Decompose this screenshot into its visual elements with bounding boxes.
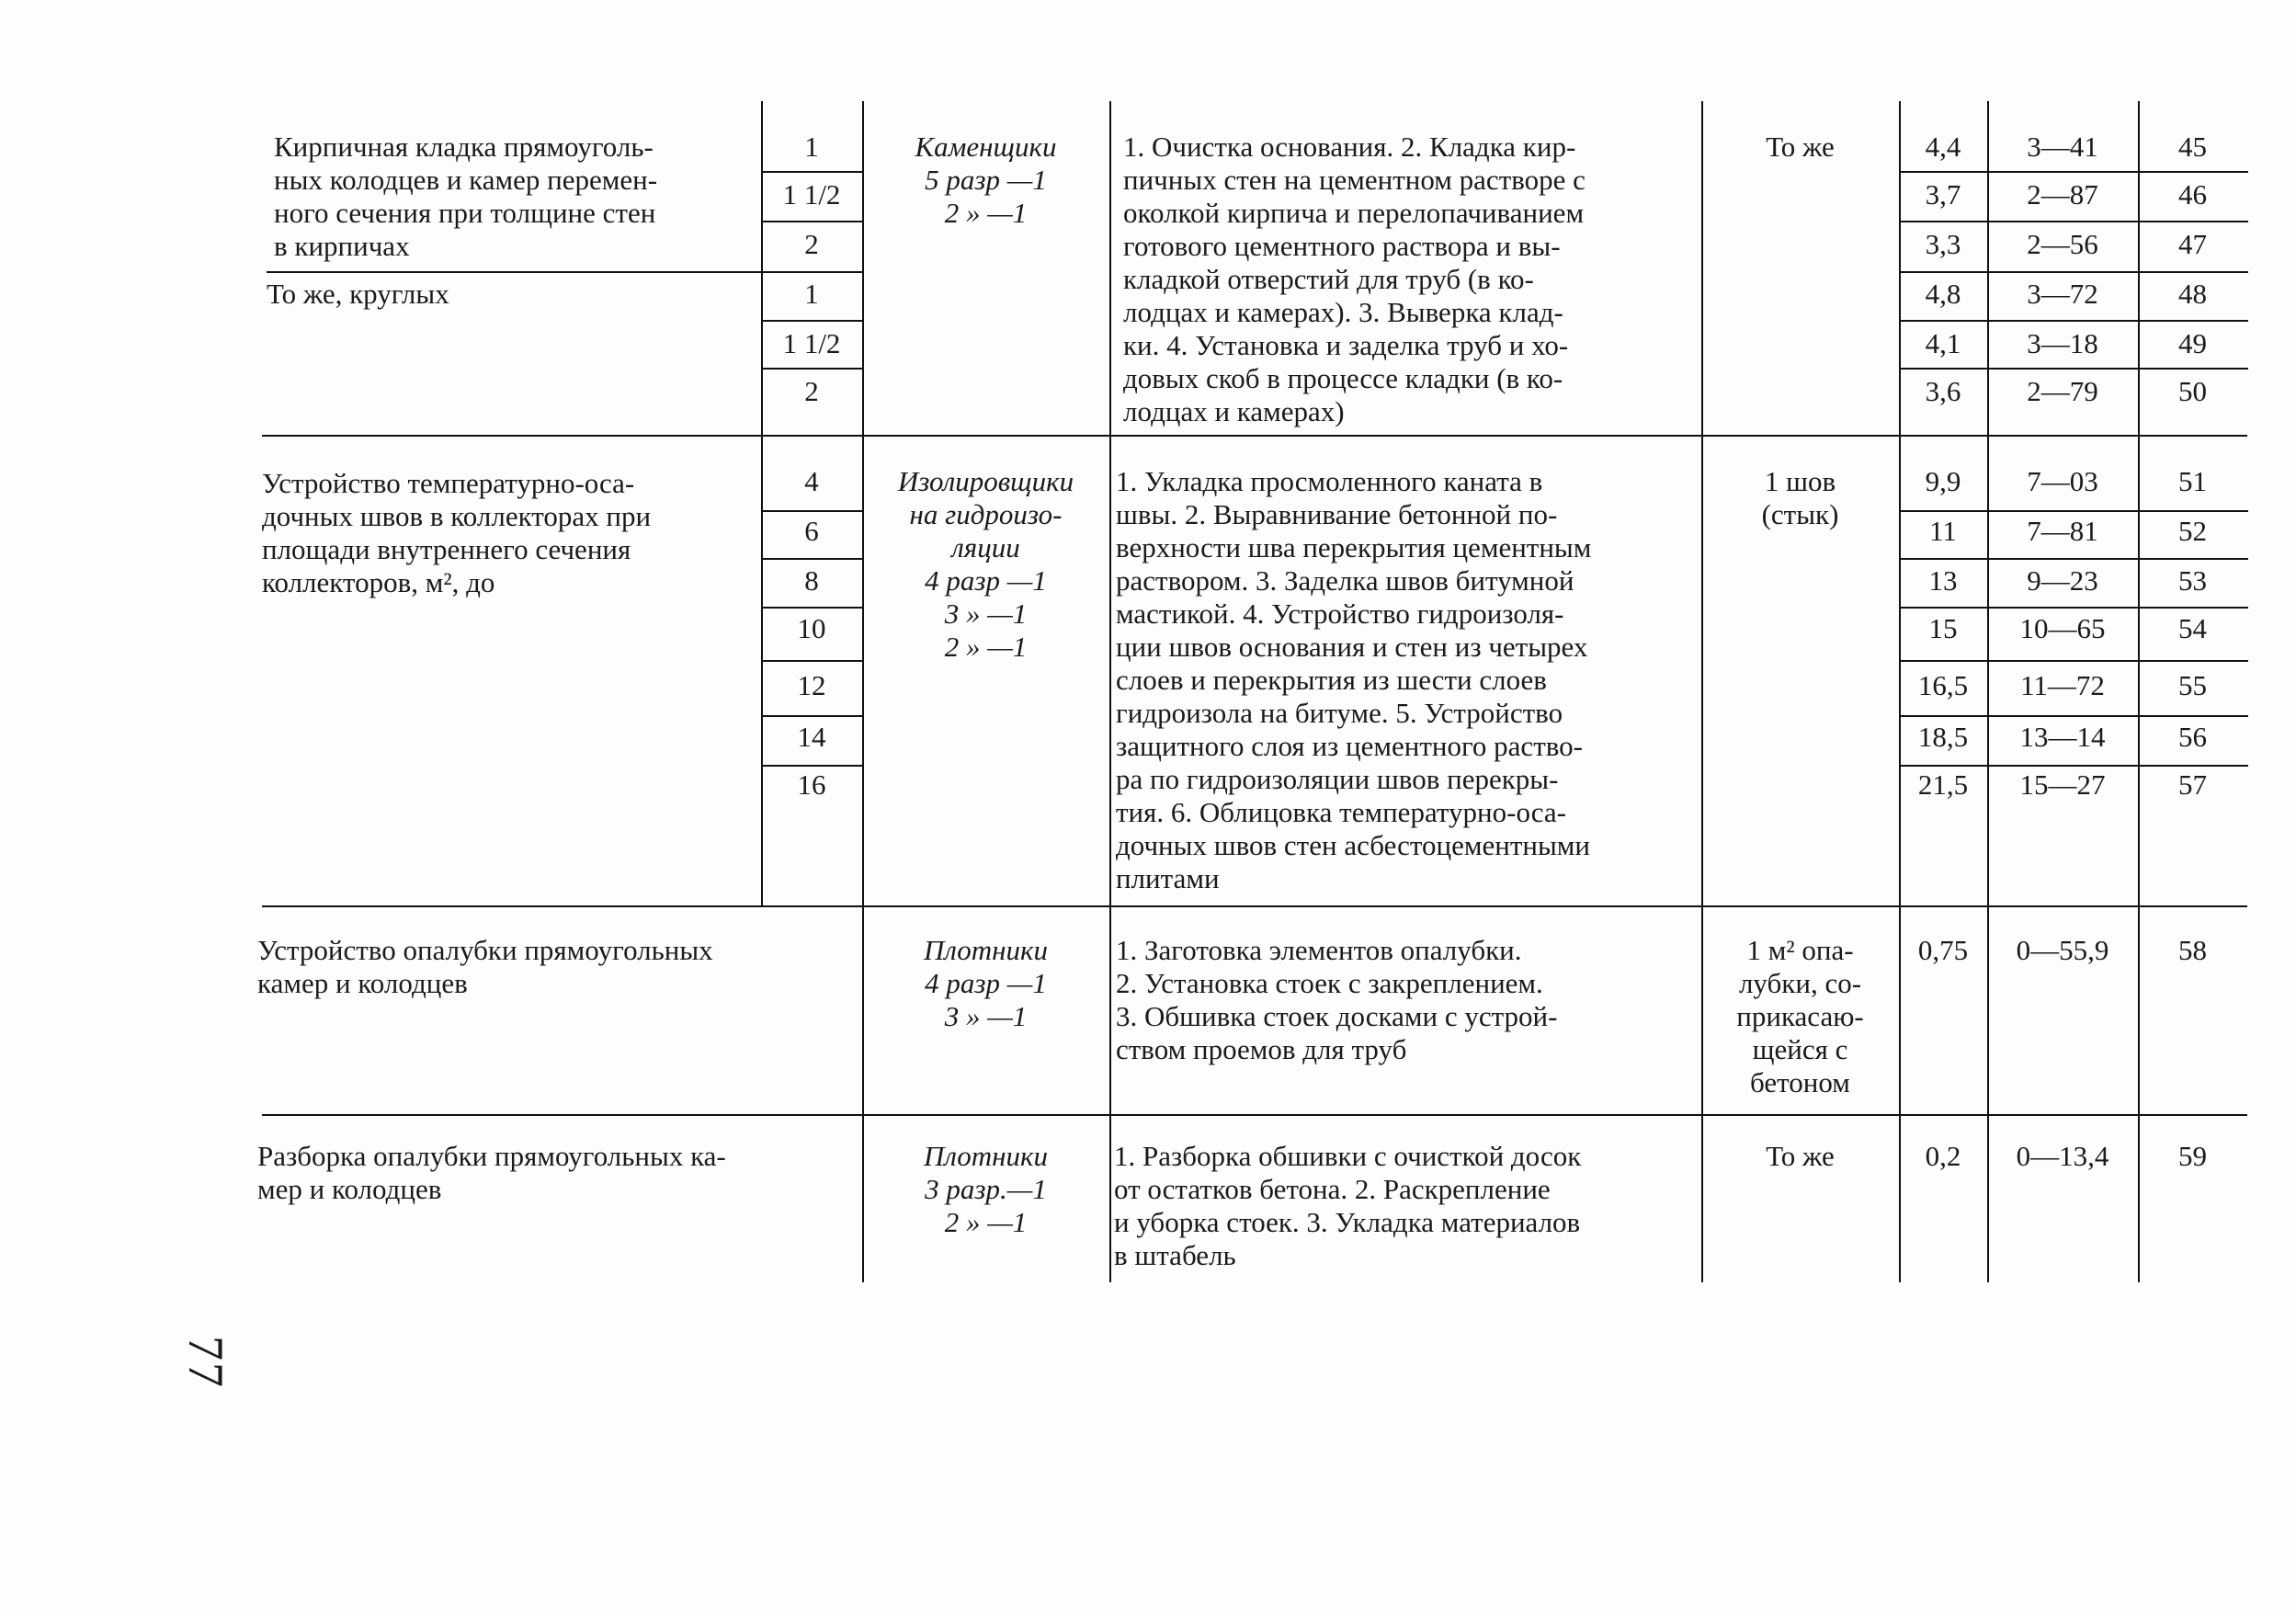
param-line xyxy=(761,607,862,609)
param-line xyxy=(761,171,862,173)
col-line-content-right xyxy=(1701,101,1703,1282)
param-line xyxy=(761,271,862,273)
row1-work xyxy=(274,131,752,263)
text-line: ра по гидроизоляции швов перекры- xyxy=(1116,763,1559,795)
row4-unit: То же xyxy=(1766,1140,1835,1172)
text-line: ляции xyxy=(951,531,1020,563)
norm-line xyxy=(1899,271,2248,273)
text-line: 1. Укладка просмоленного каната в xyxy=(1116,465,1543,497)
param-cell: 1 xyxy=(804,278,819,310)
row1-unit: То же xyxy=(1766,131,1835,163)
text-line: дочных швов стен асбестоцементными xyxy=(1116,829,1590,861)
rate-cell: 10—65 xyxy=(2019,612,2106,644)
text-line: 1. Заготовка элементов опалубки. xyxy=(1116,934,1522,966)
text-line: ством проемов для труб xyxy=(1116,1033,1407,1065)
norm-cell: 3,6 xyxy=(1925,375,1961,407)
text-line: швы. 2. Выравнивание бетонной по- xyxy=(1116,498,1558,530)
norm-cell: 0,2 xyxy=(1925,1140,1961,1172)
text-line: Изолировщики xyxy=(897,465,1074,497)
number-cell: 50 xyxy=(2178,375,2207,407)
norm-cell: 3,7 xyxy=(1925,178,1961,211)
text-line: камер и колодцев xyxy=(257,967,468,999)
row-separator-1 xyxy=(262,435,2247,437)
norm-cell: 4,1 xyxy=(1925,327,1961,359)
text-line: 1. Очистка основания. 2. Кладка кир- xyxy=(1123,131,1576,163)
rate-cell: 3—72 xyxy=(2027,278,2098,310)
text-line: 2. Установка стоек с закреплением. xyxy=(1116,967,1543,999)
norm-line xyxy=(1899,715,2248,717)
row1-work-round: То же, круглых xyxy=(267,278,449,310)
text-line: мастикой. 4. Устройство гидроизоля- xyxy=(1116,597,1564,630)
page-number: 77 xyxy=(178,1336,233,1389)
row1-content xyxy=(1123,131,1698,428)
param-line xyxy=(761,765,862,767)
text-line: ного сечения при толщине стен xyxy=(274,197,656,229)
text-line: 4 разр —1 xyxy=(925,967,1047,999)
text-line: 3 разр.—1 xyxy=(925,1173,1047,1205)
text-line: Разборка опалубки прямоугольных ка- xyxy=(257,1140,726,1172)
param-line xyxy=(761,221,862,222)
rate-cell: 7—03 xyxy=(2027,465,2098,497)
param-cell: 10 xyxy=(797,612,826,644)
param-cell: 14 xyxy=(797,721,826,753)
text-line: 2 » —1 xyxy=(944,1206,1028,1238)
norm-cell: 16,5 xyxy=(1917,669,1969,701)
text-line: гидроизола на битуме. 5. Устройство xyxy=(1116,697,1563,729)
norm-line xyxy=(1899,171,2248,173)
param-cell: 2 xyxy=(804,375,819,407)
row-separator-2 xyxy=(262,905,2247,907)
number-cell: 52 xyxy=(2178,515,2207,547)
text-line: 1. Разборка обшивки с очисткой досок xyxy=(1114,1140,1582,1172)
param-cell: 1 xyxy=(804,131,819,163)
param-line xyxy=(761,660,862,662)
norm-line xyxy=(1899,607,2248,609)
number-cell: 53 xyxy=(2178,564,2207,597)
text-line: Плотники xyxy=(923,1140,1049,1172)
row4-content xyxy=(1114,1140,1702,1272)
text-line: (стык) xyxy=(1761,498,1839,530)
text-line: на гидроизо- xyxy=(909,498,1063,530)
row2-work xyxy=(262,467,754,599)
text-line: Каменщики xyxy=(915,131,1057,163)
rate-cell: 15—27 xyxy=(2019,768,2106,801)
text-line: ных колодцев и камер перемен- xyxy=(274,164,658,196)
text-line: кладкой отверстий для труб (в ко- xyxy=(1123,263,1534,295)
text-line: 2 » —1 xyxy=(944,197,1028,229)
number-cell: 56 xyxy=(2178,721,2207,753)
norm-cell: 11 xyxy=(1929,515,1957,547)
text-line: верхности шва перекрытия цементным xyxy=(1116,531,1592,563)
rate-cell: 7—81 xyxy=(2027,515,2098,547)
text-line: прикасаю- xyxy=(1736,1000,1864,1032)
text-line: 1 м² опа- xyxy=(1746,934,1854,966)
number-cell: 47 xyxy=(2178,228,2207,260)
text-line: Кирпичная кладка прямоуголь- xyxy=(274,131,654,163)
text-line: лодцах и камерах) xyxy=(1123,395,1345,427)
rate-cell: 2—87 xyxy=(2027,178,2098,211)
rate-cell: 2—79 xyxy=(2027,375,2098,407)
number-cell: 55 xyxy=(2178,669,2207,701)
rate-cell: 2—56 xyxy=(2027,228,2098,260)
norm-cell: 4,4 xyxy=(1925,131,1961,163)
rate-cell: 0—55,9 xyxy=(2016,934,2109,966)
row3-unit xyxy=(1703,934,1897,1099)
number-cell: 49 xyxy=(2178,327,2207,359)
text-line: готового цементного раствора и вы- xyxy=(1123,230,1561,262)
row2-content xyxy=(1116,465,1699,895)
text-line: пичных стен на цементном растворе с xyxy=(1123,164,1586,196)
param-cell: 6 xyxy=(804,515,819,547)
param-line xyxy=(761,715,862,717)
norm-line xyxy=(1899,660,2248,662)
text-line: плитами xyxy=(1116,862,1220,894)
number-cell: 58 xyxy=(2178,934,2207,966)
text-line: от остатков бетона. 2. Раскрепление xyxy=(1114,1173,1551,1205)
norm-line xyxy=(1899,558,2248,560)
row3-crew xyxy=(869,934,1103,1033)
param-cell: 12 xyxy=(797,669,826,701)
text-line: бетоном xyxy=(1750,1066,1850,1098)
norm-line xyxy=(1899,368,2248,370)
norm-cell: 0,75 xyxy=(1917,934,1969,966)
text-line: ки. 4. Установка и заделка труб и хо- xyxy=(1123,329,1569,361)
param-line xyxy=(761,510,862,512)
norm-cell: 13 xyxy=(1928,564,1958,597)
text-line: тия. 6. Облицовка температурно-оса- xyxy=(1116,796,1566,828)
text-line: Плотники xyxy=(923,934,1049,966)
param-cell: 2 xyxy=(804,228,819,260)
norm-cell: 15 xyxy=(1928,612,1958,644)
text-line: дочных швов в коллекторах при xyxy=(262,500,652,532)
text-line: в кирпичах xyxy=(274,230,410,262)
text-line: 3 » —1 xyxy=(944,597,1028,630)
text-line: слоев и перекрытия из шести слоев xyxy=(1116,664,1547,696)
param-cell: 1 1/2 xyxy=(782,178,841,211)
text-line: раствором. 3. Заделка швов битумной xyxy=(1116,564,1574,597)
param-line xyxy=(761,320,862,322)
rate-cell: 13—14 xyxy=(2019,721,2106,753)
rate-cell: 9—23 xyxy=(2027,564,2098,597)
col-line-params-right xyxy=(862,101,864,1282)
text-line: Устройство температурно-оса- xyxy=(262,467,635,499)
text-line: лубки, со- xyxy=(1738,967,1862,999)
number-cell: 48 xyxy=(2178,278,2207,310)
norm-line xyxy=(1899,320,2248,322)
text-line: ции швов основания и стен из четырех xyxy=(1116,631,1588,663)
text-line: лодцах и камерах). 3. Выверка клад- xyxy=(1123,296,1563,328)
param-cell: 4 xyxy=(804,465,819,497)
row-separator-3 xyxy=(262,1114,2247,1116)
norm-cell: 21,5 xyxy=(1917,768,1969,801)
number-cell: 51 xyxy=(2178,465,2207,497)
norm-cell: 3,3 xyxy=(1925,228,1961,260)
norm-line xyxy=(1899,221,2248,222)
text-line: мер и колодцев xyxy=(257,1173,442,1205)
norm-cell: 4,8 xyxy=(1925,278,1961,310)
text-line: 2 » —1 xyxy=(944,631,1028,663)
row3-content xyxy=(1116,934,1699,1066)
text-line: 4 разр —1 xyxy=(925,564,1047,597)
text-line: 3 » —1 xyxy=(944,1000,1028,1032)
param-cell: 16 xyxy=(797,768,826,801)
text-line: площади внутреннего сечения xyxy=(262,533,631,565)
rate-cell: 11—72 xyxy=(2020,669,2105,701)
rate-cell: 0—13,4 xyxy=(2016,1140,2109,1172)
number-cell: 54 xyxy=(2178,612,2207,644)
text-line: околкой кирпича и перелопачиванием xyxy=(1123,197,1585,229)
param-line xyxy=(761,368,862,370)
col-line-crew-right xyxy=(1109,101,1111,1282)
param-cell: 8 xyxy=(804,564,819,597)
number-cell: 57 xyxy=(2178,768,2207,801)
row4-crew xyxy=(869,1140,1103,1239)
row2-crew xyxy=(859,465,1112,664)
row3-work xyxy=(257,934,846,1000)
text-line: довых скоб в процессе кладки (в ко- xyxy=(1123,362,1563,394)
norm-line xyxy=(1899,510,2248,512)
text-line: 3. Обшивка стоек досками с устрой- xyxy=(1116,1000,1558,1032)
norm-cell: 18,5 xyxy=(1917,721,1969,753)
norm-cell: 9,9 xyxy=(1925,465,1961,497)
number-cell: 46 xyxy=(2178,178,2207,211)
norm-line xyxy=(1899,765,2248,767)
number-cell: 45 xyxy=(2178,131,2207,163)
number-cell: 59 xyxy=(2178,1140,2207,1172)
param-cell: 1 1/2 xyxy=(782,327,841,359)
row1-crew xyxy=(869,131,1103,230)
text-line: 1 шов xyxy=(1764,465,1836,497)
text-line: щейся с xyxy=(1752,1033,1848,1065)
param-line xyxy=(761,558,862,560)
text-line: в штабель xyxy=(1114,1239,1236,1271)
row4-work xyxy=(257,1140,855,1206)
row2-unit xyxy=(1703,465,1897,531)
text-line: Устройство опалубки прямоугольных xyxy=(257,934,713,966)
text-line: и уборка стоек. 3. Укладка материалов xyxy=(1114,1206,1581,1238)
rate-cell: 3—41 xyxy=(2027,131,2098,163)
text-line: коллекторов, м², до xyxy=(262,566,495,598)
text-line: 5 разр —1 xyxy=(925,164,1047,196)
text-line: защитного слоя из цементного раство- xyxy=(1116,730,1583,762)
subrow-separator xyxy=(267,271,763,273)
rate-cell: 3—18 xyxy=(2027,327,2098,359)
